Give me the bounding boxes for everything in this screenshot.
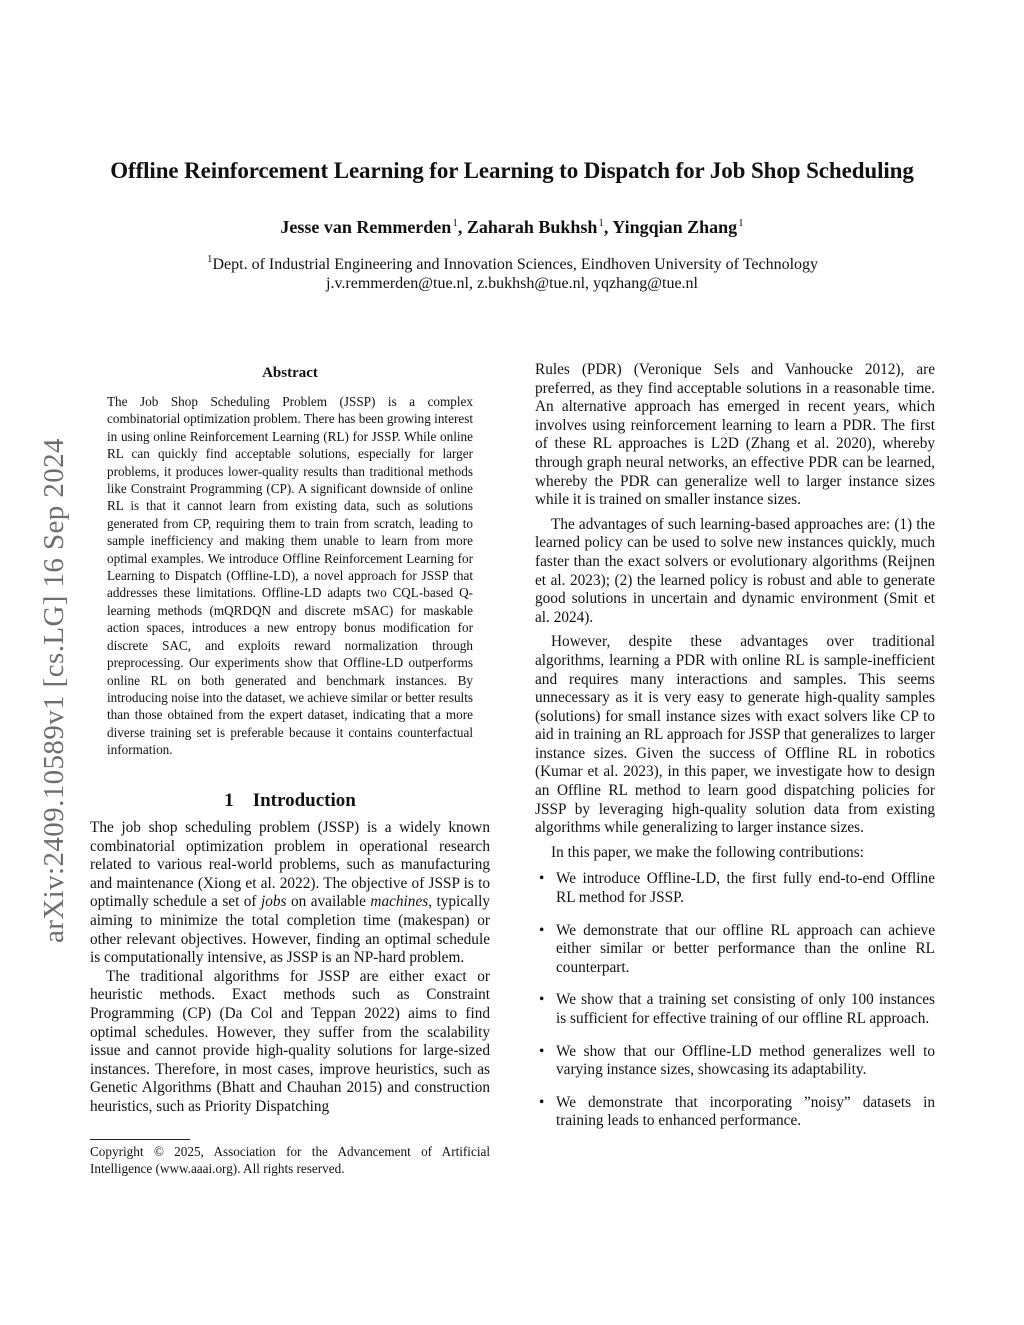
emphasis-machines: machines xyxy=(370,893,429,911)
paragraph: The advantages of such learning-based approaches are: (1) the learned policy can be used to solve new instances quickly, much faster than the exact solvers or evolutionary algorithms (Reijnen et al. 2023); (2) the learned policy is robust and able to generate good solutions in uncertain and dynamic environment (Smit et al. 2024). xyxy=(535,515,935,626)
author-separator: , xyxy=(603,217,613,237)
list-item xyxy=(535,991,935,1028)
author-affiliation-mark: 1 xyxy=(738,217,744,229)
author-name: Zaharah Bukhsh xyxy=(466,217,598,237)
paragraph-text: The job shop scheduling problem (JSSP) is a widely known combinatorial optimization problem in operational research related to various real-world problems, such as manufacturing and maintenance (Xiong et al. 2022). The objective of JSSP is to optimally schedule a set of xyxy=(90,819,490,911)
author-emails: j.v.remmerden@tue.nl, z.bukhsh@tue.nl, yqzhang@tue.nl xyxy=(326,275,698,292)
list-item xyxy=(535,870,935,907)
author-separator: , xyxy=(457,217,467,237)
paragraph: Rules (PDR) (Veronique Sels and Vanhoucke 2012), are preferred, as they find acceptable solutions in a reasonable time. An alternative approach has emerged in recent years, which involves using reinforcement learning to learn a PDR. The first of these RL approaches is L2D (Zhang et al. 2020), whereby through graph neural networks, an effective PDR can be learned, whereby the PDR can generalize well to larger instance sizes while it is trained on smaller instance sizes. xyxy=(535,361,935,509)
list-item-text: We show that our Offline-LD method generalizes well to varying instance sizes, showcasing its adaptability. xyxy=(556,1042,935,1079)
affiliation-block xyxy=(0,250,1024,293)
footnote-rule xyxy=(90,1139,190,1140)
copyright-footnote: Copyright © 2025, Association for the Advancement of Artificial Intelligence (www.aaai.org). All rights reserved. xyxy=(90,1144,490,1177)
affiliation-line xyxy=(0,250,1024,274)
list-item-text: We demonstrate that our offline RL approach can achieve either similar or better performance than the online RL counterpart. xyxy=(556,921,935,976)
bullet-marker: • xyxy=(539,921,545,939)
list-item-text: We introduce Offline-LD, the first fully end-to-end Offline RL method for JSSP. xyxy=(556,870,935,907)
list-item xyxy=(535,1043,935,1080)
author-list xyxy=(0,217,1024,238)
list-item xyxy=(535,922,935,978)
emphasis-jobs: jobs xyxy=(261,893,287,911)
paragraph: The traditional algorithms for JSSP are either exact or heuristic methods. Exact methods such as Constraint Programming (CP) (Da Col and Teppan 2022) aims to find optimal schedules. However, they suffer from the scalability issue and cannot provide high-quality solutions for large-sized instances. Therefore, in most cases, improve heuristics, such as Genetic Algorithms (Bhatt and Chauhan 2015) and construction heuristics, such as Priority Dispatching xyxy=(90,967,490,1115)
author-name: Jesse van Remmerden xyxy=(280,217,452,237)
list-item-text: We show that a training set consisting of only 100 instances is sufficient for effective training of our offline RL approach. xyxy=(556,991,935,1027)
paragraph: However, despite these advantages over traditional algorithms, learning a PDR with online RL is sample-inefficient and requires many interactions and samples. This seems unnecessary as it is very easy to generate high-quality samples (solutions) for small instance sizes with exact solvers like CP to aid in training an RL approach for JSSP that generalizes to larger instance sizes. Given the success of Offline RL in robotics (Kumar et al. 2023), in this paper, we investigate how to design an Offline RL method to learn good dispatching policies for JSSP by leveraging high-quality solution data from existing algorithms while generalizing to larger instance sizes. xyxy=(535,633,935,837)
paper-title: Offline Reinforcement Learning for Learning to Dispatch for Job Shop Scheduling xyxy=(110,158,914,183)
bullet-marker: • xyxy=(539,991,545,1009)
paragraph xyxy=(90,819,490,968)
affiliation-text: Dept. of Industrial Engineering and Innovation Sciences, Eindhoven University of Technology xyxy=(212,256,819,273)
list-item-text: We demonstrate that incorporating ”noisy” datasets in training leads to enhanced performance. xyxy=(556,1093,935,1130)
abstract-heading: Abstract xyxy=(262,365,318,381)
paragraph: In this paper, we make the following contributions: xyxy=(551,843,864,861)
bullet-marker: • xyxy=(539,1093,545,1111)
contributions-list xyxy=(535,870,935,1131)
bullet-marker: • xyxy=(539,870,545,888)
abstract-text: The Job Shop Scheduling Problem (JSSP) is a complex combinatorial optimization problem. There has been growing interest in using online Reinforcement Learning (RL) for JSSP. While online RL can quickly find acceptable solutions, especially for larger problems, it produces lower-quality results than traditional methods like Constraint Programming (CP). A significant downside of online RL is that it cannot learn from existing data, such as solutions generated from CP, requiring them to train from scratch, leading to sample inefficiency and making them unable to learn from more optimal examples. We introduce Offline Reinforcement Learning for Learning to Dispatch (Offline-LD), a novel approach for JSSP that addresses these limitations. Offline-LD adapts two CQL-based Q-learning methods (mQRDQN and discrete mSAC) for maskable action spaces, introduces a new entropy bonus modification for discrete SAC, and exploits reward normalization through preprocessing. Our experiments show that Offline-LD outperforms online RL on both generated and benchmark instances. By introducing noise into the dataset, we achieve similar or better results than those obtained from the expert dataset, indicating that a more diverse training set is preferable because it contains counterfactual information. xyxy=(107,394,473,758)
list-item xyxy=(535,1094,935,1131)
author-affiliation-mark: 1 xyxy=(598,217,604,229)
section-heading-introduction: 1 Introduction xyxy=(224,790,356,811)
paragraph-text: , typically aiming to minimize the total completion time (makespan) or other relevant objectives. However, finding an optimal schedule is computationally intensive, as JSSP is an NP-hard problem. xyxy=(90,893,490,967)
bullet-marker: • xyxy=(539,1042,545,1060)
arxiv-stamp: arXiv:2409.10589v1 [cs.LG] 16 Sep 2024 xyxy=(38,438,70,943)
introduction-left-column xyxy=(90,819,490,1117)
affiliation-mark: 1 xyxy=(206,253,213,265)
paragraph-text: on available xyxy=(286,893,371,911)
introduction-right-column xyxy=(535,361,935,1145)
author-name: Yingqian Zhang xyxy=(612,217,738,237)
author-affiliation-mark: 1 xyxy=(452,217,458,229)
